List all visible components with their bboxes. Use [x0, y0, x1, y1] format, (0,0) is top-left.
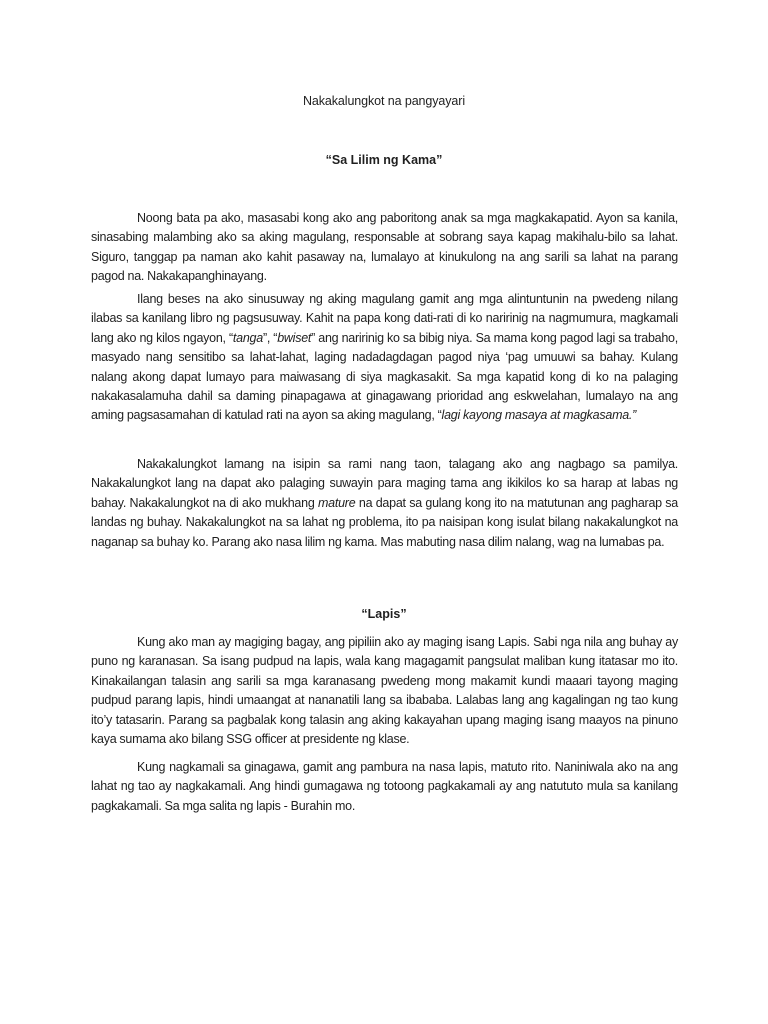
- paragraph-text: Kung nagkamali sa ginagawa, gamit ang pambura na nasa lapis, matuto rito. Naniniwala ako na ang lahat ng tao ay nagkakamali. Ang hindi gumagawa ng totoong pagkakamali ay ang natututo mula sa kanilang pagkakamali. Sa mga salita ng lapis - Burahin mo.: [91, 760, 678, 813]
- paragraph: [91, 290, 678, 426]
- paragraph-text: Noong bata pa ako, masasabi kong ako ang paboritong anak sa mga magkakapatid. Ayon sa kanila, sinasabing malambing ako sa aking magulang, responsable at sobrang saya kapag makihalu-bilo sa lahat. Siguro, tanggap pa naman ako kahit pasaway na, lumalayo at kinukulong na ang sarili sa lahat na parang pagod na. Nakakapanghinayang.: [91, 211, 678, 284]
- section-title-lapis: “Lapis”: [361, 607, 407, 621]
- paragraph-text: na dapat sa gulang kong ito na matutunan ang pagharap sa landas ng buhay. Nakakalungkot na sa lahat ng problema, ito pa naisipan kong isulat bilang nakakalungkot na naganap sa buhay ko. Parang ako nasa lilim ng kama. Mas mabuting nasa dilim nalang, wag na lumabas pa.: [91, 495, 679, 549]
- paragraph: [91, 455, 678, 552]
- document-heading: Nakakalungkot na pangyayari: [303, 94, 465, 108]
- paragraph-text: Nakakalungkot lamang na isipin sa rami nang taon, talagang ako ang nagbago sa pamilya. Nakakalungkot lang na dapat ako palaging suwayin para maging tama ang ikikilos ko sa harap at labas ng bahay. Nakakalungkot na di ako mukhang: [91, 457, 678, 510]
- paragraph-text: Ilang beses na ako sinusuway ng aking magulang gamit ang mga alintuntunin na pwedeng nilang ilabas sa kanilang libro ng pagsusuway. Kahit na papa kong dati-rati di ko naririnig na nagmumura, magkamali lang ako ng kilos ngayon, “: [91, 292, 678, 345]
- paragraph-text: ” ang naririnig ko sa bibig niya. Sa mama kong pagod lagi sa trabaho, masyado nang sensitibo sa lahat-lahat, laging nadadagdagan pagod niya ‘pag umuuwi sa bahay. Kulang nalang akong dapat lumayo para maiwasang di siya magkasakit. Sa mga kapatid kong di ko na palaging nakakasalamuha dahil sa daming pinapagawa at ginagawang prioridad ang eskwelahan, lumalayo na ang aming pagsasamahan di katulad rati na ayon sa aking magulang, “: [91, 330, 678, 423]
- italic-quote-tanga: tanga: [232, 330, 263, 345]
- paragraph: [91, 209, 678, 287]
- paragraph-text: Kung ako man ay magiging bagay, ang pipiliin ako ay maging isang Lapis. Sabi nga nila ang buhay ay puno ng karanasan. Sa isang pudpud na lapis, wala kang magagamit pangsulat maliban kung itatasar mo ito. Kinakailangan talasin ang sarili sa mga karanasang pwedeng mong makamit kundi maaari tayong maging pudpud parang lapis, hindi umaangat at nananatili lang sa ibababa. Lalabas lang ang kagalingan ng tao kung ito’y tatasarin. Parang sa pagbalak kong talasin ang aking kakayahan upang maging isang maayos na pinuno kaya sumama ako bilang SSG officer at presidente ng klase.: [91, 635, 678, 747]
- paragraph: [91, 633, 678, 749]
- paragraph: [91, 758, 678, 816]
- section-title-sa-lilim-ng-kama: “Sa Lilim ng Kama”: [325, 153, 443, 167]
- italic-quote-lagi-kayong-masaya: lagi kayong masaya at magkasama.”: [441, 408, 637, 423]
- paragraph-text: ”, “: [262, 330, 278, 345]
- italic-word-mature: mature: [318, 495, 356, 510]
- italic-quote-bwiset: bwiset: [277, 330, 312, 345]
